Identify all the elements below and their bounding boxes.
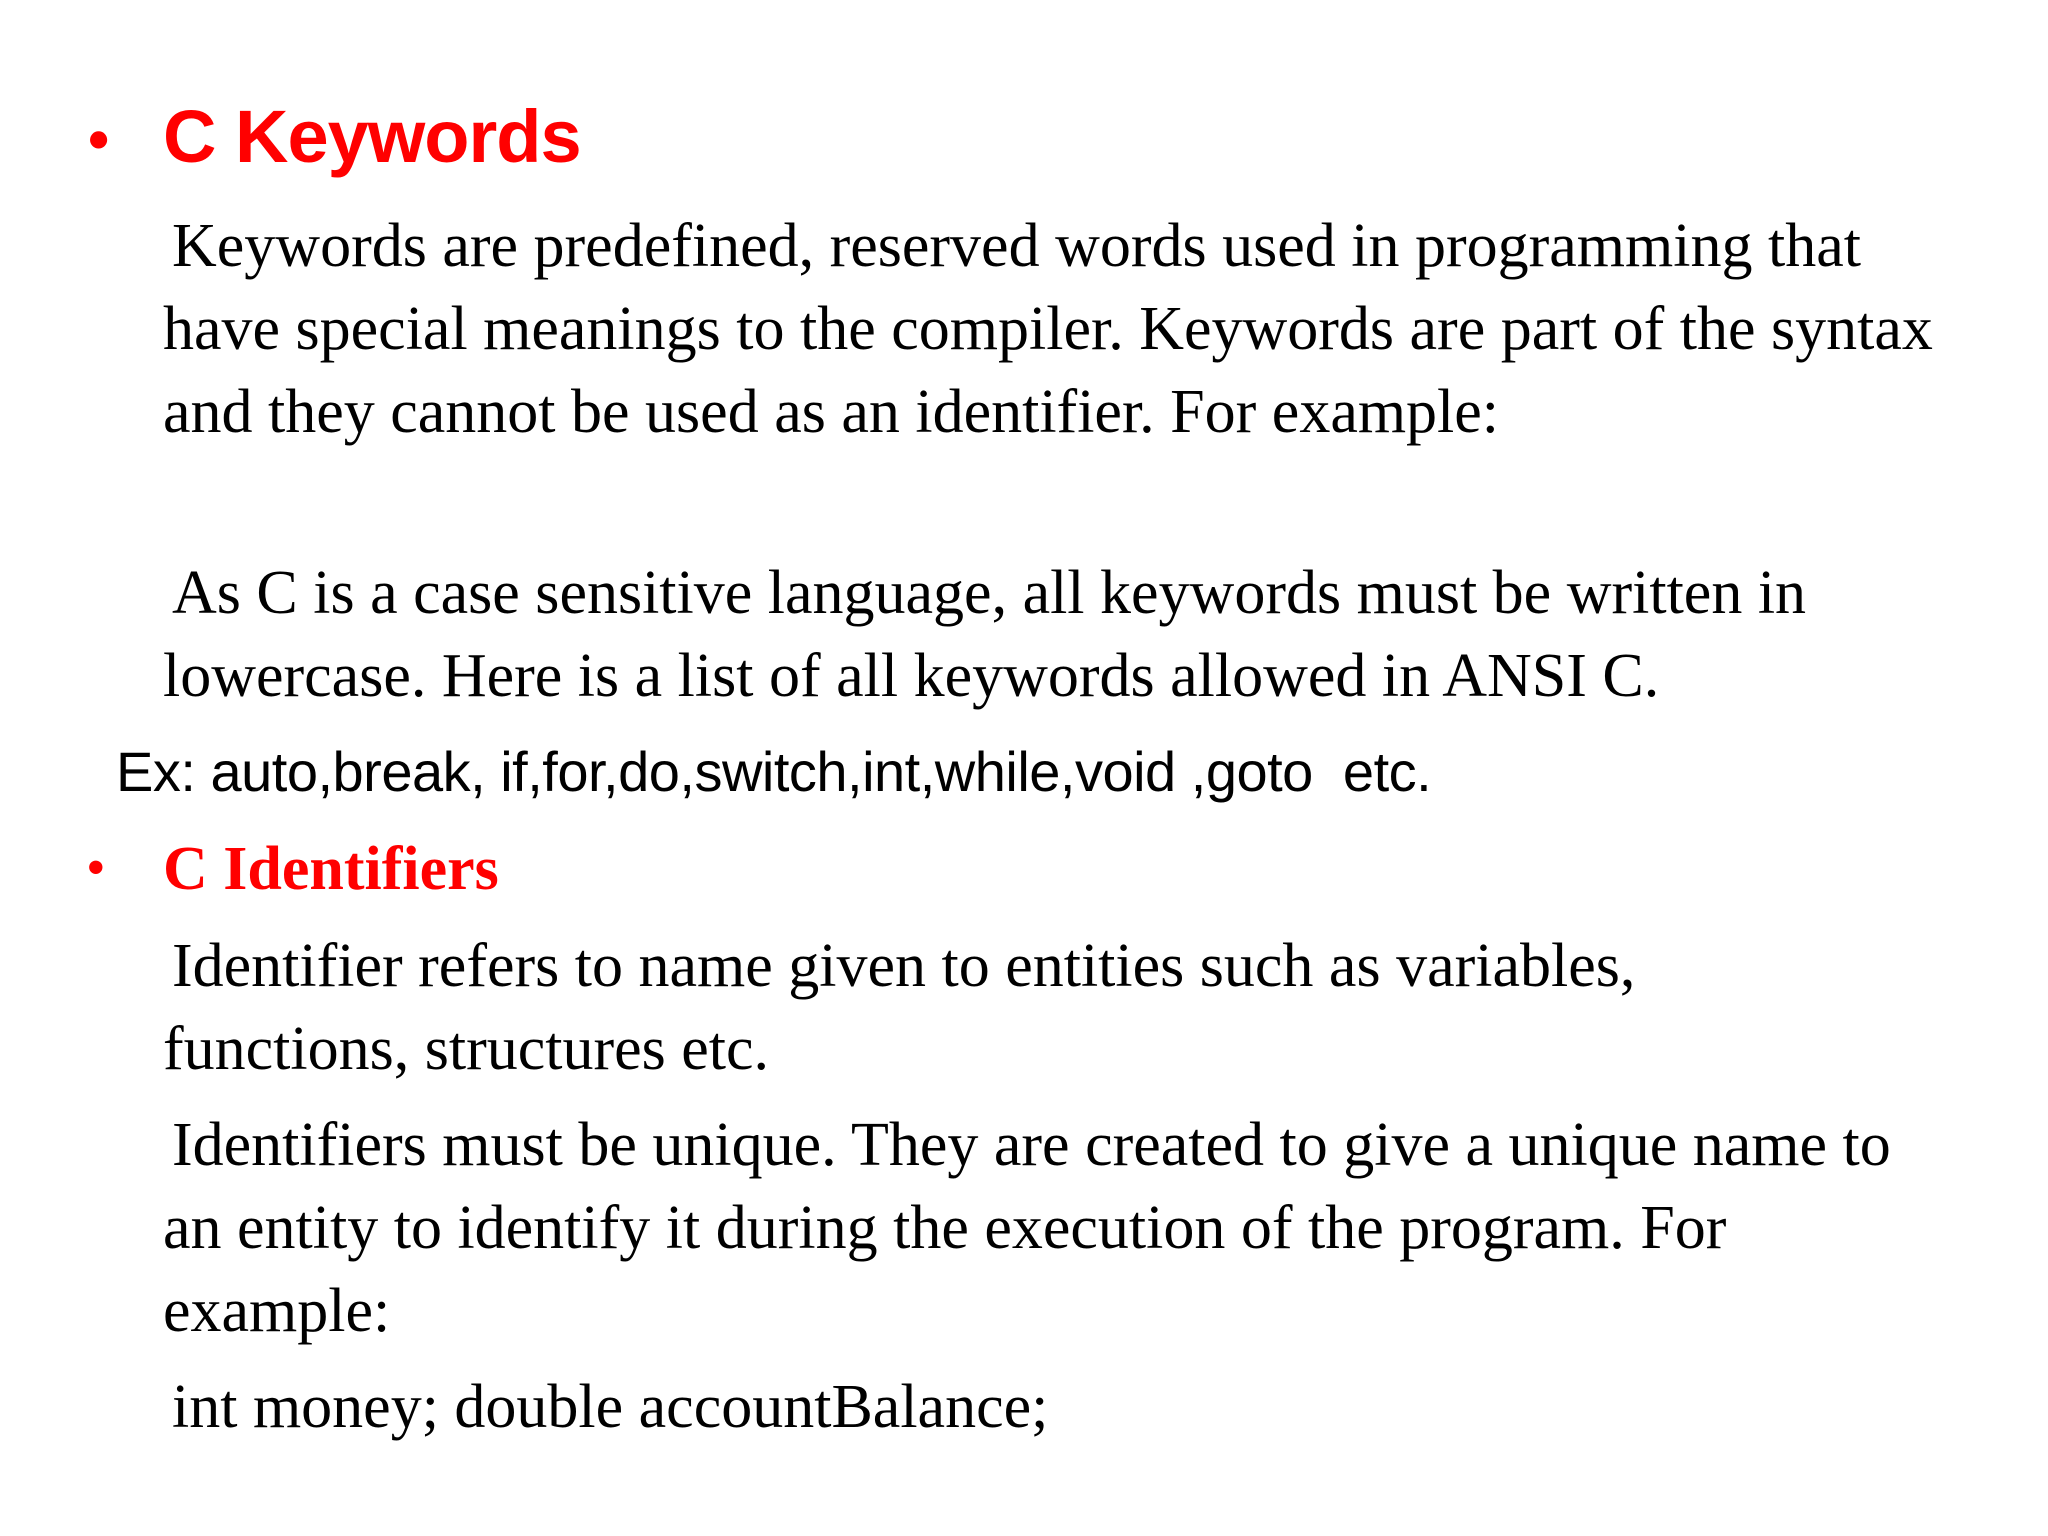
identifiers-paragraph-1 [163,925,1853,1091]
heading-keywords: C Keywords [163,95,581,178]
identifiers-code-text: int money; double accountBalance; [172,1373,1049,1441]
identifiers-paragraph-1-text: Identifier refers to name given to entities such as variables, functions, structures etc. [163,932,1636,1083]
bullet-identifiers: • [86,837,106,899]
bullet-keywords: • [86,100,112,180]
keywords-paragraph-2 [163,552,1963,718]
keywords-example: Ex: auto,break, if,for,do,switch,int,while,void ,goto etc. [116,740,1432,803]
identifiers-code-example [163,1366,1963,1449]
identifiers-paragraph-2-text: Identifiers must be unique. They are created to give a unique name to an entity to identify it during the execution of the program. For example: [163,1111,1891,1345]
identifiers-paragraph-2 [163,1104,1913,1353]
keywords-paragraph-1 [163,205,1963,454]
keywords-paragraph-2-text: As C is a case sensitive language, all keywords must be written in lowercase. Here is a list of all keywords allowed in ANSI C. [163,559,1807,710]
heading-identifiers: C Identifiers [163,835,499,903]
keywords-paragraph-1-text: Keywords are predefined, reserved words used in programming that have special meanings to the compiler. Keywords are part of the syntax and they cannot be used as an identifier. For example: [163,212,1933,446]
